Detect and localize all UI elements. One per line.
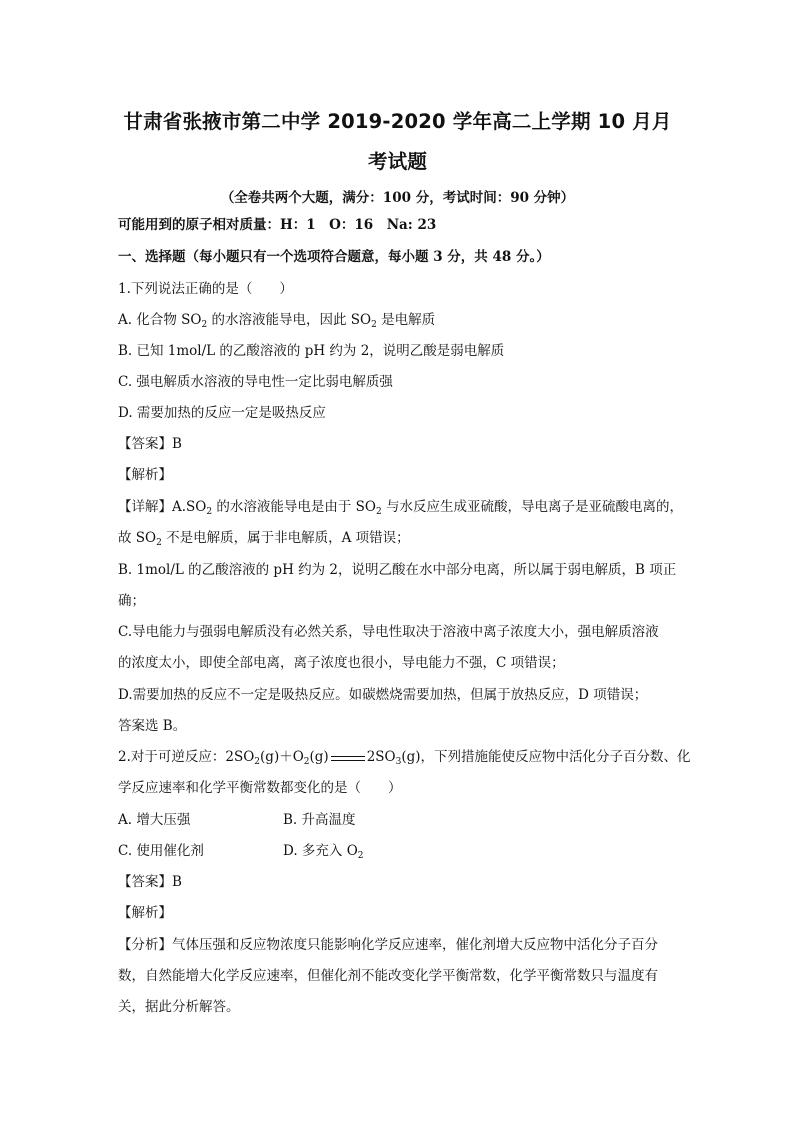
stem-text: 2.对于可逆反应：2SO: [118, 749, 255, 765]
question-2-stem-line-2: 学反应速率和化学平衡常数都变化的是（ ）: [118, 780, 402, 796]
question-2-options-row-2: [118, 841, 677, 861]
stem-text: 2SO: [366, 749, 396, 765]
detail-text: 与水反应生成亚硫酸，导电离子是亚硫酸电离的，: [381, 499, 684, 515]
subscript: 2: [376, 507, 382, 517]
subscript: 3: [395, 757, 402, 767]
question-2-fenxi-line-1: 【分析】气体压强和反应物浓度只能影响化学反应速率，催化剂增大反应物中活化分子百分: [118, 937, 658, 953]
question-1-answer: 【答案】B: [118, 436, 182, 452]
question-2-option-a: A. 增大压强: [118, 812, 191, 828]
subscript: 2: [357, 851, 364, 861]
question-2-fenxi-line-3: 关，据此分析解答。: [118, 999, 240, 1015]
question-1-detail-line-2: [118, 528, 677, 548]
question-2-option-c: C. 使用催化剂: [118, 843, 204, 859]
exam-subtitle: （全卷共两个大题，满分：100 分，考试时间：90 分钟）: [220, 190, 575, 206]
detail-text: 的水溶液能导电是由于 SO: [212, 499, 376, 515]
equilibrium-arrow-icon: [329, 753, 367, 763]
question-1-option-c: C. 强电解质水溶液的导电性一定比弱电解质强: [118, 374, 393, 390]
question-1-detail-line-3: B. 1mol/L 的乙酸溶液的 pH 约为 2，说明乙酸在水中部分电离，所以属于弱电解质，B 项正: [118, 562, 677, 578]
question-1-detail-line-8: 答案选 B。: [118, 718, 187, 734]
question-1-detail-line-5: C.导电能力与强弱电解质没有必然关系，导电性取决于溶液中离子浓度大小，强电解质溶液: [118, 624, 659, 640]
exam-title-line2: 考试题: [367, 150, 428, 173]
question-2-stem-line-1: [118, 747, 691, 767]
subscript: 2: [371, 320, 377, 330]
stem-text: (g): [309, 749, 329, 765]
detail-text: 故 SO: [118, 530, 157, 546]
question-1-analysis-label: 【解析】: [118, 467, 172, 483]
option-a-text-3: 是电解质: [376, 312, 436, 328]
section-heading: 一、选择题（每小题只有一个选项符合题意，每小题 3 分，共 48 分。）: [118, 249, 550, 265]
detail-text: 不是电解质，属于非电解质，A 项错误；: [161, 530, 410, 546]
question-2-option-d: [283, 841, 364, 861]
stem-text: (g)，下列措施能使反应物中活化分子百分数、化: [401, 749, 691, 765]
atomic-mass-line: 可能用到的原子相对质量：H：1 O：16 Na: 23: [118, 217, 437, 233]
question-2-analysis-label: 【解析】: [118, 905, 172, 921]
question-1-detail-line-6: 的浓度太小，即使全部电离，离子浓度也很小，导电能力不强，C 项错误；: [118, 655, 565, 671]
question-1-option-b: B. 已知 1mol/L 的乙酸溶液的 pH 约为 2，说明乙酸是弱电解质: [118, 343, 505, 359]
stem-text: (g)＋O: [260, 749, 304, 765]
exam-title-line1: 甘肃省张掖市第二中学 2019-2020 学年高二上学期 10 月月: [123, 110, 672, 133]
option-a-text-2: 的水溶液能导电，因此 SO: [207, 312, 372, 328]
question-1-stem: 1.下列说法正确的是（ ）: [118, 281, 293, 297]
question-1-detail-line-7: D.需要加热的反应不一定是吸热反应。如碳燃烧需要加热，但属于放热反应，D 项错误；: [118, 687, 648, 703]
question-2-options-row-1: [118, 810, 677, 830]
subscript: 2: [303, 757, 310, 767]
subscript: 2: [156, 538, 162, 548]
question-2-answer: 【答案】B: [118, 874, 182, 890]
question-2-fenxi-line-2: 数，自然能增大化学反应速率，但催化剂不能改变化学平衡常数，化学平衡常数只与温度有: [118, 968, 658, 984]
subscript: 2: [206, 507, 213, 517]
question-1-detail-line-4: 确；: [118, 593, 145, 609]
subscript: 2: [201, 320, 208, 330]
question-2-option-b: B. 升高温度: [283, 812, 356, 828]
detail-text: 【详解】A.SO: [118, 499, 207, 515]
question-1-detail-line-1: [118, 497, 684, 517]
option-d-text: D. 多充入 O: [283, 843, 358, 859]
question-1-option-d: D. 需要加热的反应一定是吸热反应: [118, 405, 326, 421]
subscript: 2: [254, 757, 261, 767]
question-1-option-a: [118, 310, 677, 330]
option-a-text-1: A. 化合物 SO: [118, 312, 202, 328]
